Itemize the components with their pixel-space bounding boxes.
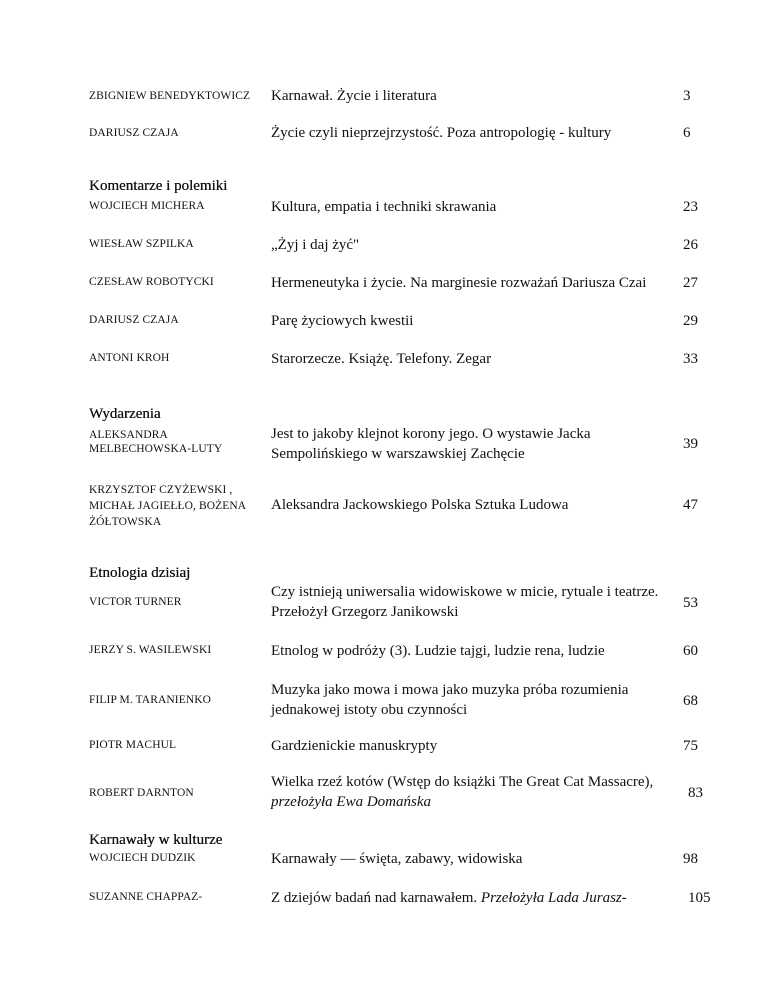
toc-page-number: 98 xyxy=(683,851,698,867)
toc-title-translator: przełożyła Ewa Domańska xyxy=(271,794,431,810)
toc-page-number: 83 xyxy=(688,785,703,801)
toc-title: Aleksandra Jackowskiego Polska Sztuka Ludowa xyxy=(271,497,569,513)
toc-title: Karnawały — święta, zabawy, widowiska xyxy=(271,851,523,867)
toc-title: Czy istnieją uniwersalia widowiskowe w micie, rytuale i teatrze. Przełożył Grzegorz Janikowski xyxy=(271,584,659,620)
toc-page-number: 47 xyxy=(683,497,698,513)
toc-title: Parę życiowych kwestii xyxy=(271,313,414,329)
toc-title: „Żyj i daj żyć" xyxy=(271,237,360,253)
toc-author: WIESŁAW SZPILKA xyxy=(89,238,194,250)
toc-author: SUZANNE CHAPPAZ- xyxy=(89,891,203,903)
toc-page-number: 29 xyxy=(683,313,698,329)
toc-author: DARIUSZ CZAJA xyxy=(89,127,179,139)
toc-title: Życie czyli nieprzejrzystość. Poza antropologię - kultury xyxy=(271,125,612,141)
toc-title: Etnolog w podróży (3). Ludzie tajgi, ludzie rena, ludzie xyxy=(271,643,605,659)
toc-title: Kultura, empatia i techniki skrawania xyxy=(271,199,497,215)
toc-author: ALEKSANDRA MELBECHOWSKA-LUTY xyxy=(89,429,223,455)
toc-page-number: 26 xyxy=(683,237,698,253)
toc-title xyxy=(271,772,701,812)
toc-author: ROBERT DARNTON xyxy=(89,787,194,799)
section-heading: Komentarze i polemiki xyxy=(89,178,228,194)
toc-page-number: 23 xyxy=(683,199,698,215)
toc-page-number: 39 xyxy=(683,436,698,452)
toc-page-number: 53 xyxy=(683,595,698,611)
toc-author: PIOTR MACHUL xyxy=(89,739,177,751)
toc-page-number: 33 xyxy=(683,351,698,367)
toc-author: FILIP M. TARANIENKO xyxy=(89,694,212,706)
toc-title-text: Z dziejów badań nad karnawałem. xyxy=(271,890,478,906)
toc-page-number: 60 xyxy=(683,643,698,659)
toc-author: DARIUSZ CZAJA xyxy=(89,314,179,326)
toc-author: VICTOR TURNER xyxy=(89,596,182,608)
section-heading: Wydarzenia xyxy=(89,406,161,422)
toc-page-number: 27 xyxy=(683,275,698,291)
toc-page-number: 75 xyxy=(683,738,698,754)
toc-title xyxy=(271,888,691,908)
toc-title: Jest to jakoby klejnot korony jego. O wystawie Jacka Sempolińskiego w warszawskiej Zachęcie xyxy=(271,426,591,462)
toc-author: WOJCIECH DUDZIK xyxy=(89,852,196,864)
toc-page-number: 68 xyxy=(683,693,698,709)
toc-title-text: Wielka rzeź kotów (Wstęp do książki The Great Cat Massacre), xyxy=(271,774,654,790)
toc-page-number: 6 xyxy=(683,125,691,141)
toc-title: Muzyka jako mowa i mowa jako muzyka próba rozumienia jednakowej istoty obu czynności xyxy=(271,682,629,718)
toc-author: KRZYSZTOF CZYŻEWSKI , MICHAŁ JAGIEŁŁO, BOŻENA ŻÓŁTOWSKA xyxy=(89,484,246,528)
toc-page-number: 105 xyxy=(688,890,711,906)
toc-title: Karnawał. Życie i literatura xyxy=(271,88,437,104)
toc-author: WOJCIECH MICHERA xyxy=(89,200,205,212)
toc-author: CZESŁAW ROBOTYCKI xyxy=(89,276,214,288)
toc-title: Hermeneutyka i życie. Na marginesie rozważań Dariusza Czai xyxy=(271,275,647,291)
toc-title-translator: Przełożyła Lada Jurasz- xyxy=(480,890,627,906)
section-heading: Etnologia dzisiaj xyxy=(89,565,191,581)
section-heading: Karnawały w kulturze xyxy=(89,832,223,848)
toc-title: Gardzienickie manuskrypty xyxy=(271,738,438,754)
toc-page-number: 3 xyxy=(683,88,691,104)
toc-author: ANTONI KROH xyxy=(89,352,170,364)
toc-author: ZBIGNIEW BENEDYKTOWICZ xyxy=(89,90,251,102)
toc-author: JERZY S. WASILEWSKI xyxy=(89,644,212,656)
toc-title: Starorzecze. Książę. Telefony. Zegar xyxy=(271,351,492,367)
